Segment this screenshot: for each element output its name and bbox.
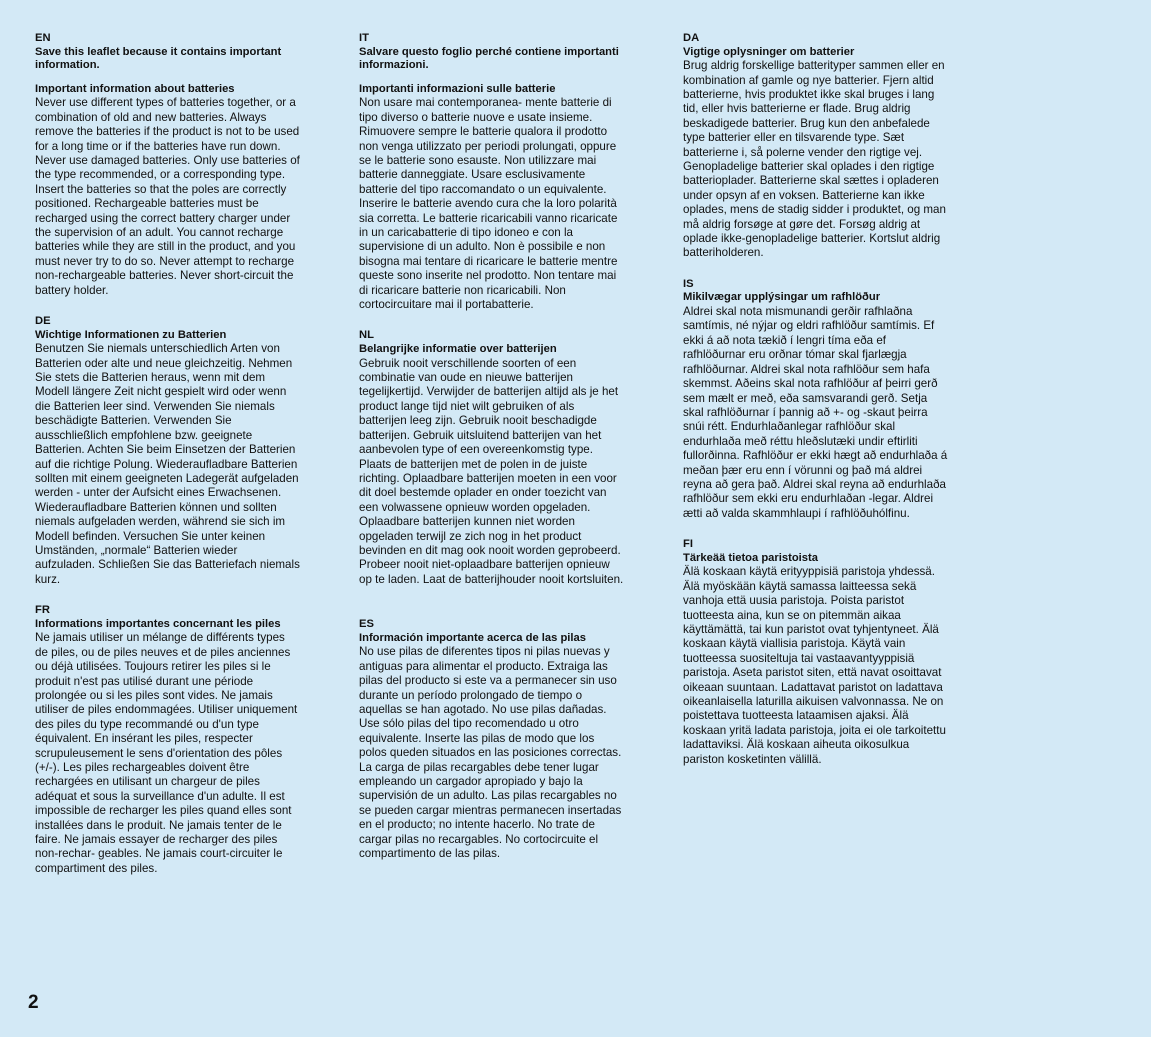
language-code-en: EN [35,32,51,44]
section-nl [359,329,624,587]
body-da: Brug aldrig forskellige batterityper sammen eller en kombination af gamle og nye batterier. Fjern altid batterierne, hvis produktet ikke skal bruges i lang tid, eller hvis batterierne er flade. Brug aldrig beskadigede batterier. Brug kun den anbefalede type batterier eller en tilsvarende type. Sæt batterierne i, så polerne vender den rigtige vej. Genopladelige batterier skal oplades i den rigtige batterioplader. Batterierne skal sættes i opladeren under opsyn af en voksen. Batterierne kan ikke oplades, mens de stadig sidder i produktet, og man må aldrig forsøge at gøre det. Forsøg aldrig at oplade ikke-genopladelige batterier. Kortslut aldrig batteriholderen. [683,59,946,260]
section-fi [683,538,948,767]
language-code-is: IS [683,277,694,290]
section-it [359,32,624,312]
title-fr: Informations importantes concernant les piles [35,617,281,630]
body-en: Never use different types of batteries together, or a combination of old and new batteries. Always remove the batteries if the product is not to be used for a long time or if the batteries have run down. Never use damaged batteries. Only use batteries of the type recommended, or a corresponding type. Insert the batteries so that the poles are correctly positioned. Rechargeable batteries must be recharged using the correct battery charger under the supervision of an adult. You cannot recharge batteries while they are still in the product, and you must never try to do so. Never attempt to recharge non-rechargeable batteries. Never short-circuit the battery holder. [35,96,300,297]
language-code-fr: FR [35,604,50,617]
headline-en: Save this leaflet because it contains important information. [35,45,282,72]
title-en: Important information about batteries [35,82,235,95]
title-it: Importanti informazioni sulle batterie [359,82,556,95]
language-code-fi: FI [683,538,693,551]
language-code-it: IT [359,32,369,44]
body-it: Non usare mai contemporanea- mente batterie di tipo diverso o batterie nuove e usate insieme. Rimuovere sempre le batterie qualora il prodotto non venga utilizzato per periodi prolungati, oppure se le batterie sono esauste. Non utilizzare mai batterie danneggiate. Usare esclusivamente batterie del tipo raccomandato o un equivalente. Inserire le batterie avendo cura che la loro polarità sia corretta. Le batterie ricaricabili vanno ricaricate in un caricabatterie di tipo idoneo e con la supervisione di un adulto. Non è possibile e non bisogna mai tentare di ricaricare le batterie mentre queste sono inserite nel prodotto. Non tentare mai di ricaricare batterie non ricaricabili. Non cortocircuitare mai il portabatterie. [359,96,618,312]
body-es: No use pilas de diferentes tipos ni pilas nuevas y antiguas para alimentar el producto. Extraiga las pilas del producto si este va a permanecer sin uso durante un período prolongado de tiempo o aquellas se han agotado. No use pilas dañadas. Use sólo pilas del tipo recomendado u otro equivalente. Inserte las pilas de modo que los polos queden situados en las posiciones correctas. La carga de pilas recargables debe tener lugar empleando un cargador apropiado y bajo la supervisión de un adulto. Las pilas recargables no se pueden cargar mientras permanecen insertadas en el producto; no intente hacerlo. No trate de cargar pilas no recargables. No cortocircuite el compartimento de las pilas. [359,645,622,861]
language-code-de: DE [35,315,51,328]
column-right [683,32,948,784]
section-da [683,32,948,261]
title-fi: Tärkeää tietoa paristoista [683,551,818,564]
section-is [683,278,948,521]
body-fr: Ne jamais utiliser un mélange de différents types de piles, ou de piles neuves et de piles anciennes ou déjà utilisées. Toujours retirer les piles si le produit n'est pas utilisé durant une période prolongée ou si les piles sont vides. Ne jamais utiliser de piles endommagées. Utiliser uniquement des piles du type recommandé ou d'un type équivalent. En insérant les piles, respecter scrupuleusement le sens d'orientation des pôles (+/-). Les piles rechargeables doivent être rechargées en utilisant un chargeur de piles adéquat et sous la surveillance d'un adulte. Il est impossible de recharger les piles quand elles sont installées dans le produit. Ne jamais tenter de le faire. Ne jamais essayer de recharger des piles non-rechar- geables. Ne jamais court-circuiter le compartiment des piles. [35,631,298,875]
title-da: Vigtige oplysninger om batterier [683,45,855,58]
section-fr [35,604,300,876]
title-nl: Belangrijke informatie over batterijen [359,343,557,356]
section-es [359,618,624,861]
title-es: Información importante acerca de las pilas [359,631,586,644]
body-is: Aldrei skal nota mismunandi gerðir rafhlaðna samtímis, né nýjar og eldri rafhlöður samtímis. Ef ekki á að nota tækið í lengri tíma eða ef rafhlöðurnar eru orðnar tómar skal fjarlægja rafhlöðurnar. Aldrei skal nota rafhlöður sem hafa skemmst. Aðeins skal nota rafhlöður af þeirri gerð sem mælt er með, eða samsvarandi gerð. Setja skal rafhlöðurnar í þannig að +- og -skaut þeirra snúi rétt. Endurhlaðanlegar rafhlöður skal endurhlaða með réttu hleðslutæki undir eftirliti fullorðinna. Rafhlöður er ekki hægt að endurhlaða á meðan þær eru enn í vörunni og það má aldrei reyna að gera það. Aldrei skal reyna að endurhlaða rafhlöður sem ekki eru endurhlaðan -legar. Aldrei ætti að valda skammhlaupi í rafhlöðuhólfinu. [683,305,948,520]
body-fi: Älä koskaan käytä erityyppisiä paristoja yhdessä. Älä myöskään käytä samassa laitteessa sekä vanhoja että uusia paristoja. Poista paristot tuotteesta aina, kun se on pitemmän aikaa käyttämättä, tai kun paristot ovat tyhjentyneet. Älä koskaan käytä viallisia paristoja. Käytä vain tuotteessa suositeltuja tai vastaavantyyppisiä paristoja. Aseta paristot siten, että navat osoittavat oikeaan suuntaan. Ladattavat paristot on ladattava oikeanlaisella laturilla aikuisen valvonnassa. Ne on poistettava tuotteesta lataamisen ajaksi. Älä koskaan yritä ladata paristoja, joita ei ole tarkoitettu ladattaviksi. Älä koskaan aiheuta oikosulkua pariston kosketinten välillä. [683,565,946,766]
language-code-nl: NL [359,329,374,342]
language-code-es: ES [359,618,374,631]
body-nl: Gebruik nooit verschillende soorten of een combinatie van oude en nieuwe batterijen tegelijkertijd. Verwijder de batterijen altijd als je het product lange tijd niet wilt gebruiken of als batterijen leeg zijn. Gebruik nooit beschadigde batterijen. Gebruik uitsluitend batterijen van het aanbevolen type of een overeenkomstig type. Plaats de batterijen met de polen in de juiste richting. Oplaadbare batterijen moeten in een voor dit doel bestemde oplader en onder toezicht van een volwassene opnieuw worden opgeladen. Oplaadbare batterijen kunnen niet worden opgeladen terwijl ze zich nog in het product bevinden en dit mag ook nooit worden geprobeerd. Probeer nooit niet-oplaadbare batterijen opnieuw op te laden. Laat de batterijhouder nooit kortsluiten. [359,356,624,586]
headline-it: Salvare questo foglio perché contiene importanti informazioni. [359,45,619,72]
column-left [35,32,300,893]
language-code-da: DA [683,32,700,44]
column-middle [359,32,624,878]
page-number: 2 [28,992,39,1013]
section-de [35,315,300,587]
body-de: Benutzen Sie niemals unterschiedlich Arten von Batterien oder alte und neue gleichzeitig. Nehmen Sie stets die Batterien heraus, wenn mit dem Modell längere Zeit nicht gespielt wird oder wenn die Batterien leer sind. Verwenden Sie niemals beschädigte Batterien. Verwenden Sie ausschließlich empfohlene bzw. geeignete Batterien. Achten Sie beim Einsetzen der Batterien auf die richtige Polung. Wiederaufladbare Batterien sollten mit einem geeigneten Ladegerät aufgeladen werden - unter der Aufsicht eines Erwachsenen. Wiederaufladbare Batterien können und sollten niemals aufgeladen werden, während sie sich im Modell befinden. Versuchen Sie unter keinen Umständen, „normale“ Batterien wieder aufzuladen. Schließen Sie das Batteriefach niemals kurz. [35,342,300,586]
title-is: Mikilvægar upplýsingar um rafhlöður [683,291,881,304]
section-en [35,32,300,298]
title-de: Wichtige Informationen zu Batterien [35,328,227,341]
